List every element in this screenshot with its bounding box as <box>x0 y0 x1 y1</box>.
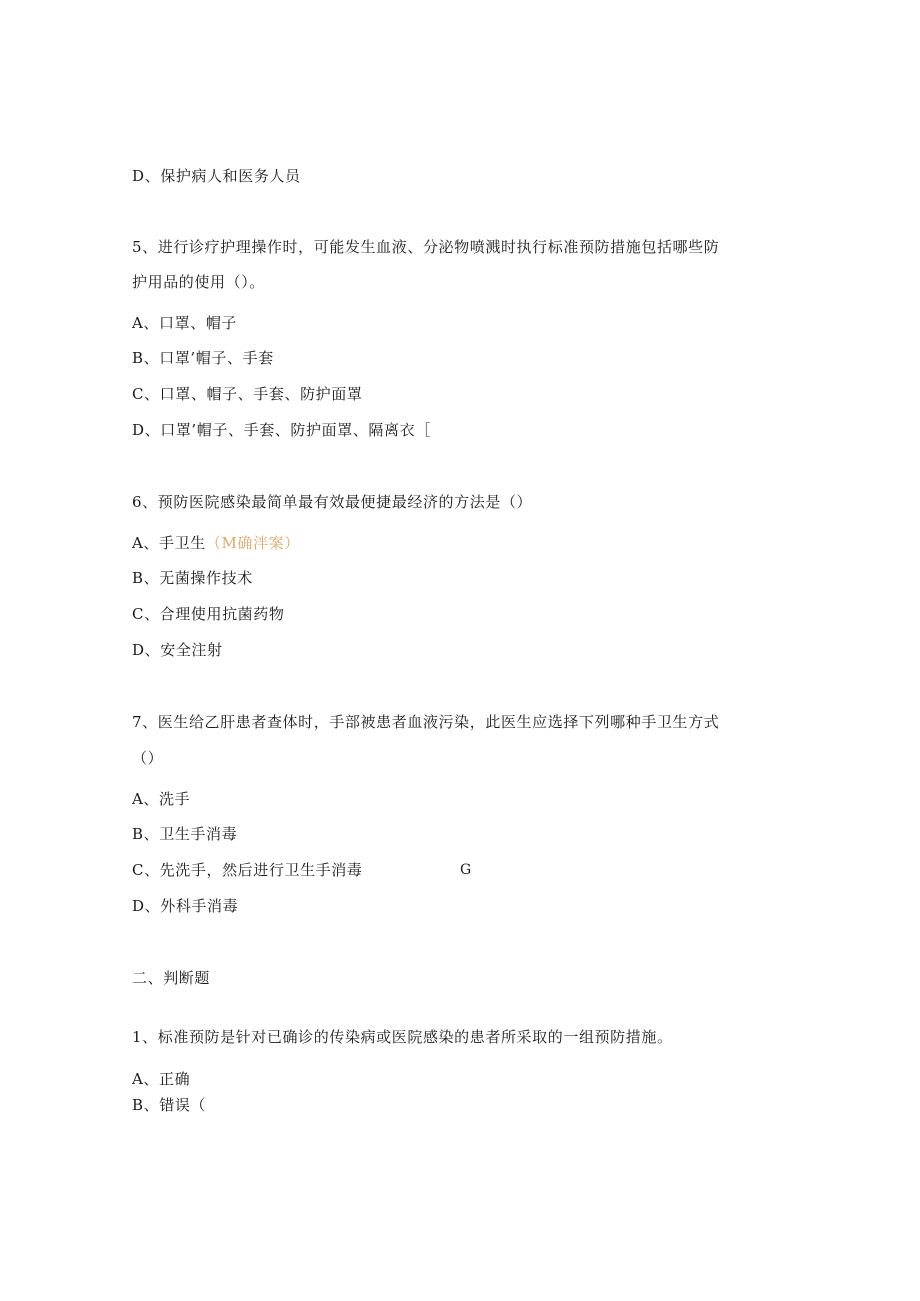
question-7-stem-line-2: （） <box>132 749 164 767</box>
question-5-option-a: A、口罩、帽子 <box>132 314 238 332</box>
judgment-1-option-b: B、错误（ <box>132 1096 207 1114</box>
question-7-option-d: D、外科手消毒 <box>132 897 239 915</box>
judgment-1-option-a: A、正确 <box>132 1070 191 1088</box>
question-6-option-a-label: A、手卫生 <box>132 534 206 552</box>
section-heading-judgment: 二、判断题 <box>132 969 211 987</box>
question-6-option-d: D、安全注射 <box>132 641 223 659</box>
question-6-option-a <box>132 533 300 553</box>
question-7-option-b: B、卫生手消毒 <box>132 825 238 843</box>
question-5-option-b: B、口罩’帽子、手套 <box>132 349 274 367</box>
question-5-stem-line-1: 5、进行诊疗护理操作时，可能发生血液、分泌物喷溅时执行标准预防措施包括哪些防 <box>132 238 720 256</box>
question-5-stem-line-2: 护用品的使用（）。 <box>132 273 265 291</box>
question-7-option-c-mark: G <box>460 862 472 878</box>
question-6-stem: 6、预防医院感染最简单最有效最便捷最经济的方法是（） <box>132 493 533 511</box>
question-7-option-c: C、先洗手，然后进行卫生手消毒 <box>132 861 363 879</box>
question-6-option-c: C、合理使用抗菌药物 <box>132 605 285 623</box>
question-6-option-b: B、无菌操作技术 <box>132 569 253 587</box>
question-5-option-d: D、口罩’帽子、手套、防护面罩、隔离衣［ <box>132 421 431 439</box>
judgment-1-stem: 1、标准预防是针对已确诊的传染病或医院感染的患者所采取的一组预防措施。 <box>132 1028 673 1046</box>
question-4-option-d: D、保护病人和医务人员 <box>132 167 301 185</box>
question-5-option-c: C、口罩、帽子、手套、防护面罩 <box>132 385 363 403</box>
question-7-stem-line-1: 7、医生给乙肝患者查体时，手部被患者血液污染，此医生应选择下列哪种手卫生方式 <box>132 713 720 731</box>
answer-annotation: （M确泮案） <box>205 534 300 552</box>
question-7-option-a: A、洗手 <box>132 790 191 808</box>
